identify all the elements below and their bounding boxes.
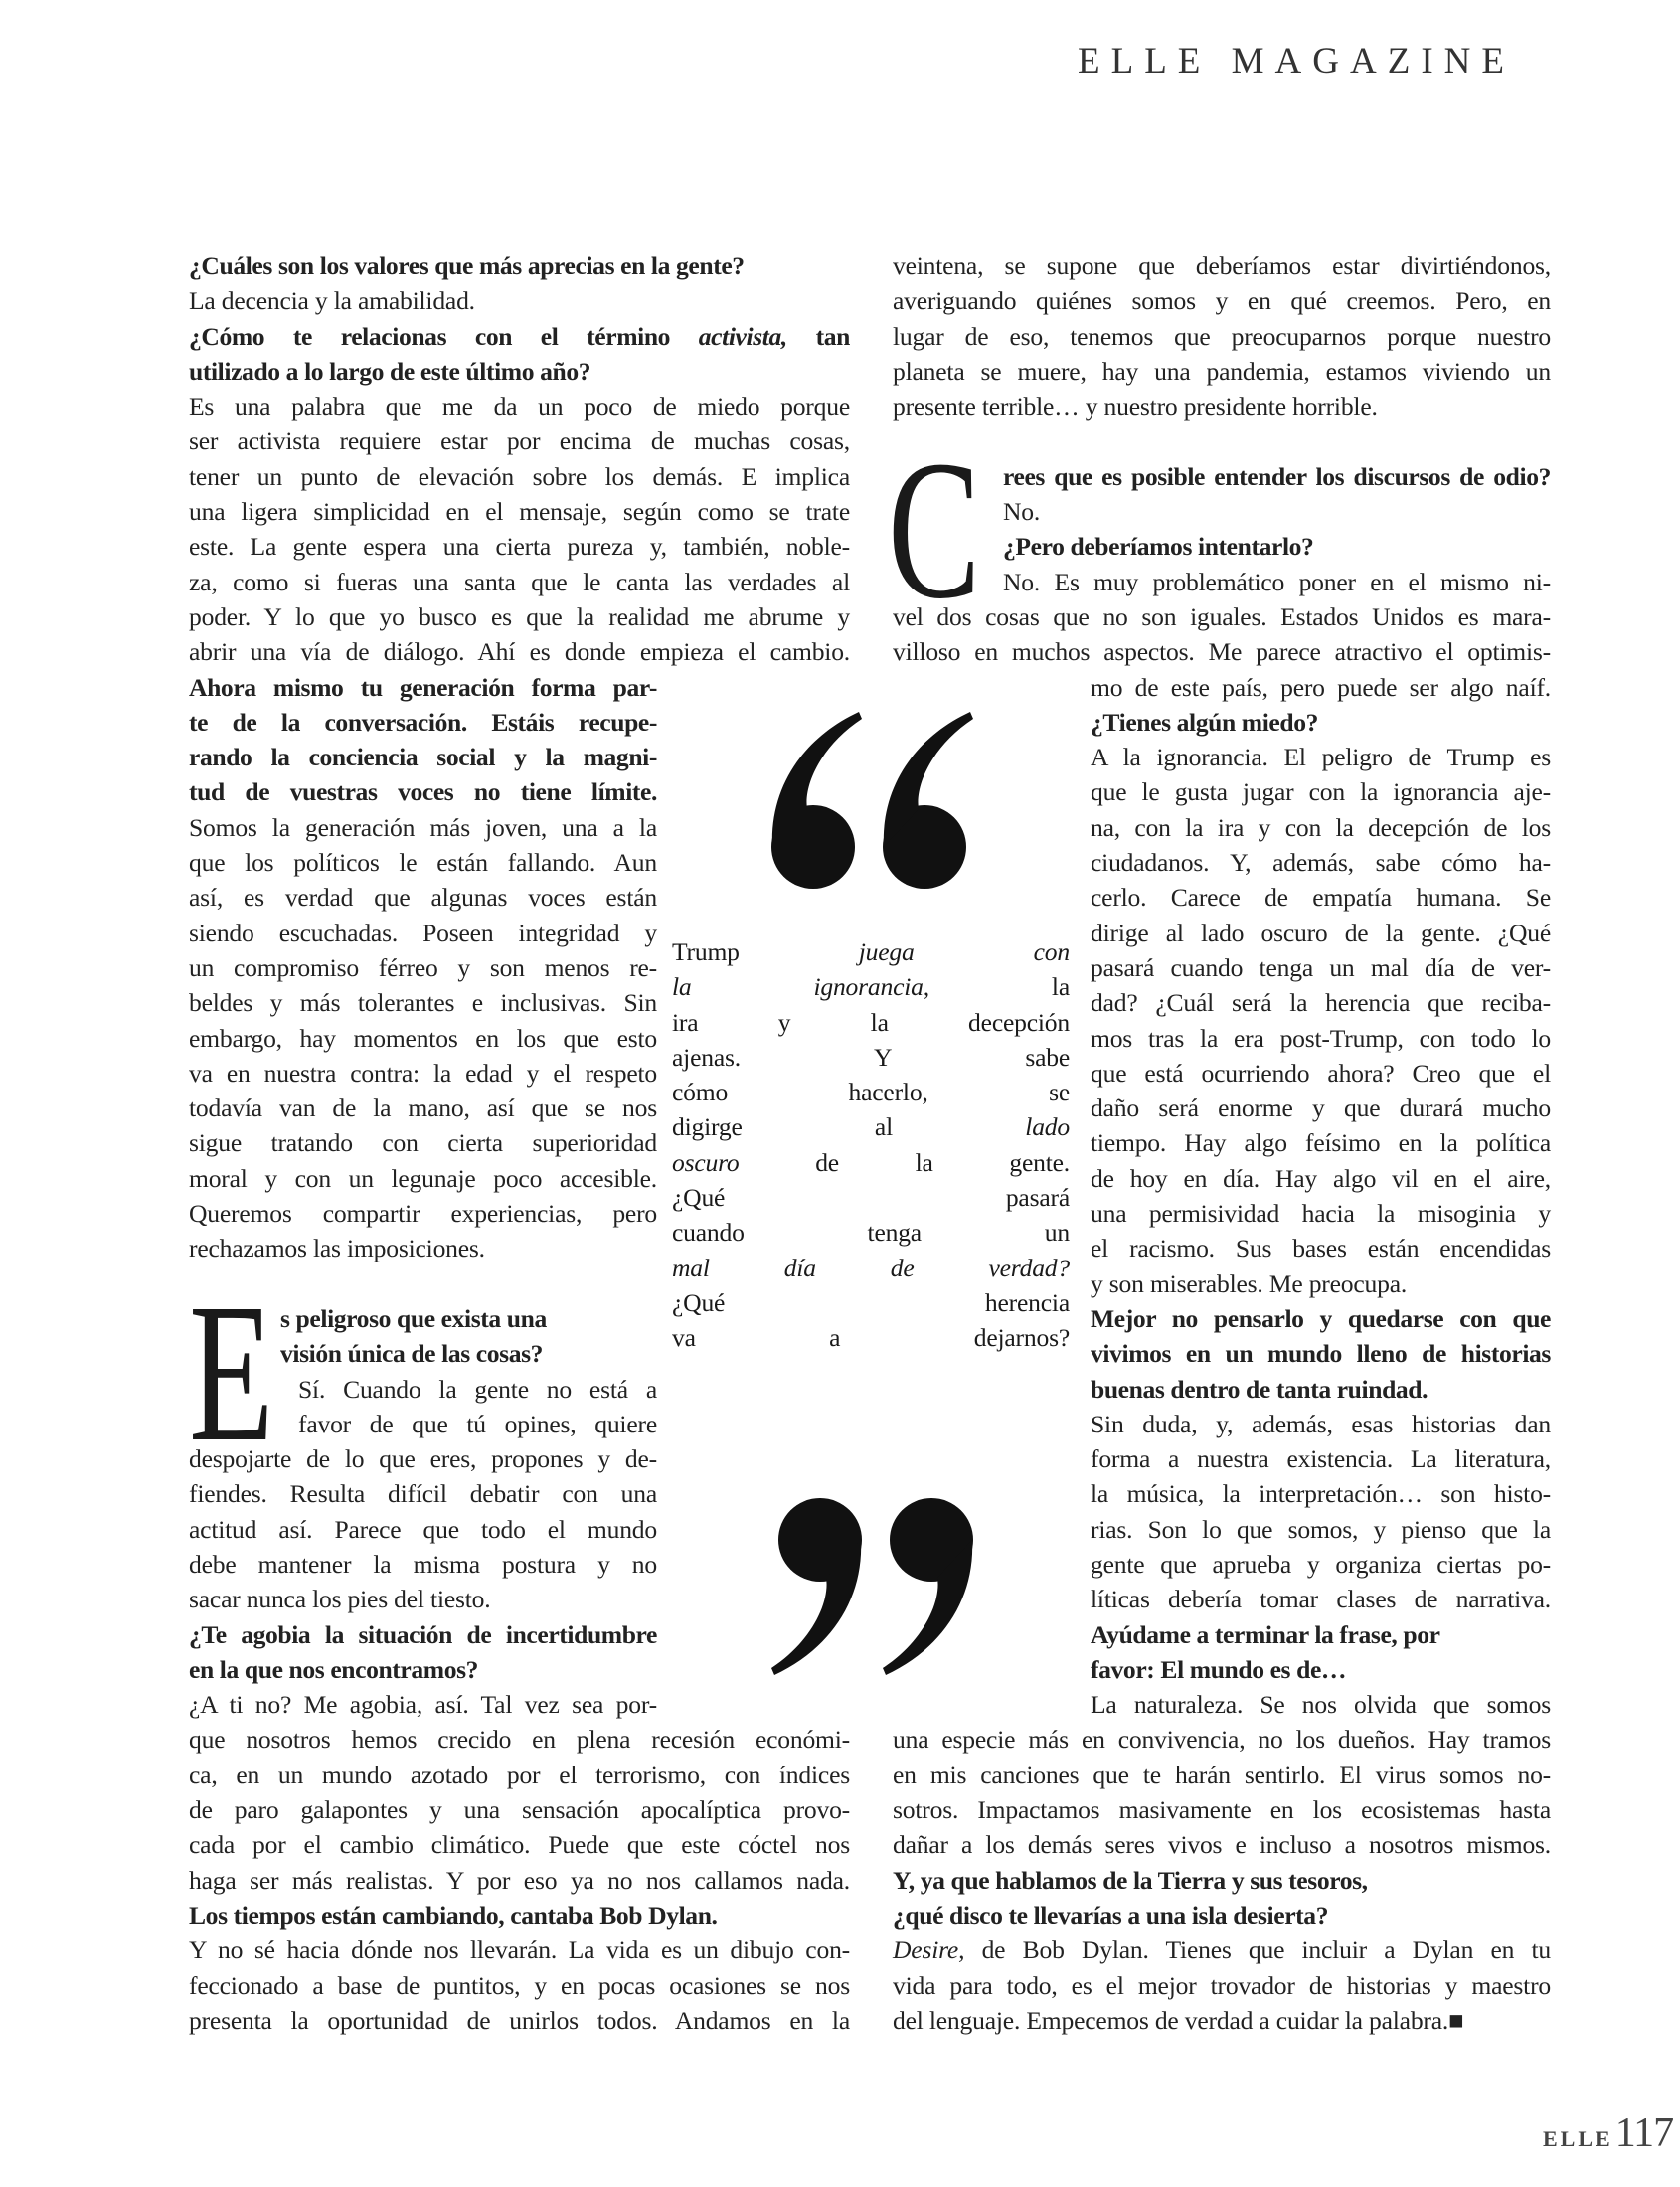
text-line: ¿A ti no? Me agobia, así. Tal vez sea por- <box>189 1690 657 1720</box>
italic-text: la ignorancia, <box>672 972 929 1002</box>
text-line: de paro galapontes y una sensación apocalíptica provo- <box>189 1795 850 1825</box>
text-segment: ajenas. Y sabe <box>672 1042 1070 1072</box>
text-line: ¿Te agobia la situación de incertidumbre <box>189 1619 657 1649</box>
text-line: una permisividad hacia la misoginia y <box>1091 1199 1551 1229</box>
text-line: una ligera simplicidad en el mensaje, según como se trate <box>189 497 850 527</box>
text-segment: la <box>928 972 1070 1002</box>
text-line: Ahora mismo tu generación forma par- <box>189 672 657 702</box>
text-line: que nosotros hemos crecido en plena recesión económi- <box>189 1725 850 1755</box>
pull-quote-line <box>672 1215 1070 1250</box>
pull-quote-line <box>672 1251 1070 1285</box>
text-line: lugar de eso, tenemos que preocuparnos porque nuestro <box>893 321 1551 351</box>
text-line: poder. Y lo que yo busco es que la realidad me abrume y <box>189 601 850 631</box>
text-line: s peligroso que exista una <box>280 1303 547 1333</box>
text-line: mos tras la era post-Trump, con todo lo <box>1091 1023 1551 1053</box>
text-line: y son miserables. Me preocupa. <box>1091 1268 1408 1298</box>
text-line: Los tiempos están cambiando, cantaba Bob Dylan. <box>189 1900 718 1930</box>
text-line: que está ocurriendo ahora? Creo que el <box>1091 1058 1551 1088</box>
text-line: dad? ¿Cuál será la herencia que reciba- <box>1091 988 1551 1018</box>
text-line: dirige al lado oscuro de la gente. ¿Qué <box>1091 918 1551 947</box>
text-line: líticas debería tomar clases de narrativa. <box>1091 1585 1551 1614</box>
text-line: ca, en un mundo azotado por el terrorismo, con índices <box>189 1760 850 1789</box>
text-line: una especie más en convivencia, no los dueños. Hay tramos <box>893 1725 1551 1755</box>
italic-text: mal día de verdad? <box>672 1253 1070 1282</box>
text-line: Sí. Cuando la gente no está a <box>298 1374 657 1404</box>
text-line: este. La gente espera una cierta pureza y, también, noble- <box>189 532 850 562</box>
text-line: Queremos compartir experiencias, pero <box>189 1199 657 1229</box>
text-line: Mejor no pensarlo y quedarse con que <box>1091 1303 1551 1333</box>
text-line: rechazamos las imposiciones. <box>189 1234 485 1263</box>
pull-quote-line <box>672 1320 1070 1355</box>
text-line: debe mantener la misma postura y no <box>189 1549 657 1579</box>
text-line: abrir una vía de diálogo. Ahí es donde empieza el cambio. <box>189 637 850 667</box>
text-line: No. Es muy problemático poner en el mismo ni- <box>1003 567 1551 596</box>
text-line <box>189 319 850 354</box>
text-segment: digirge al <box>672 1112 1026 1142</box>
text-segment: va a dejarnos? <box>672 1323 1070 1353</box>
text-segment: ¿Qué herencia <box>672 1287 1070 1317</box>
text-line: haga ser más realistas. Y por eso ya no nos callamos nada. <box>189 1865 850 1895</box>
text-segment: cuando tenga un <box>672 1218 1070 1248</box>
text-line: La decencia y la amabilidad. <box>189 286 475 316</box>
text-line: sigue tratando con cierta superioridad <box>189 1128 657 1158</box>
text-segment: ¿Qué pasará <box>672 1183 1070 1213</box>
open-quote-icon <box>763 708 977 892</box>
text-line: na, con la ira y con la decepción de los <box>1091 812 1551 842</box>
drop-cap-c: C <box>888 421 981 640</box>
text-segment: Trump <box>672 937 859 966</box>
text-line: ¿Tienes algún miedo? <box>1091 707 1319 737</box>
text-line: mo de este país, pero puede ser algo naíf. <box>1091 672 1551 702</box>
text-line: la música, la interpretación… son histo- <box>1091 1479 1551 1509</box>
text-line: La naturaleza. Se nos olvida que somos <box>1091 1690 1551 1720</box>
page-folio <box>1543 2109 1673 2157</box>
text-line: beldes y más tolerantes e inclusivas. Sin <box>189 988 657 1018</box>
italic-text: activista, <box>698 321 787 351</box>
pull-quote-line <box>672 1285 1070 1320</box>
drop-cap-e: E <box>189 1263 274 1483</box>
text-line: te de la conversación. Estáis recupe- <box>189 707 657 737</box>
text-line: villoso en muchos aspectos. Me parece atractivo el optimis- <box>893 637 1551 667</box>
text-segment: de la gente. <box>739 1147 1070 1177</box>
text-line: forma a nuestra existencia. La literatura, <box>1091 1444 1551 1474</box>
text-line: ¿qué disco te llevarías a una isla desierta? <box>893 1900 1329 1930</box>
pull-quote-line <box>672 1075 1070 1109</box>
text-line: sacar nunca los pies del tiesto. <box>189 1585 491 1614</box>
text-line: daño será enorme y que durará mucho <box>1091 1094 1551 1123</box>
pull-quote-line <box>672 1109 1070 1144</box>
text-line: embargo, hay momentos en los que esto <box>189 1023 657 1053</box>
magazine-masthead: ELLE MAGAZINE <box>1078 41 1515 82</box>
text-line: ciudadanos. Y, además, sabe cómo ha- <box>1091 848 1551 878</box>
text-line: va en nuestra contra: la edad y el respeto <box>189 1058 657 1088</box>
text-line: tener un punto de elevación sobre los demás. E implica <box>189 461 850 491</box>
text-line: presenta la oportunidad de unirlos todos. Andamos en la <box>189 2005 850 2035</box>
text-line: cada por el cambio climático. Puede que este cóctel nos <box>189 1830 850 1860</box>
text-line: za, como si fueras una santa que le canta las verdades al <box>189 567 850 596</box>
text-line: en mis canciones que te harán sentirlo. El virus somos no- <box>893 1760 1551 1789</box>
text-line: así, es verdad que algunas voces están <box>189 883 657 913</box>
pull-quote-line <box>672 1040 1070 1075</box>
text-line: vida para todo, es el mejor trovador de historias y maestro <box>893 1970 1551 2000</box>
italic-text: Desire, <box>893 1935 965 1965</box>
text-line: Sin duda, y, además, esas historias dan <box>1091 1409 1551 1438</box>
text-line: que le gusta jugar con la ignorancia aje- <box>1091 777 1551 807</box>
text-line <box>893 1933 1551 1967</box>
text-line: veintena, se supone que deberíamos estar divirtiéndonos, <box>893 252 1551 280</box>
text-line: rias. Son lo que somos, y pienso que la <box>1091 1514 1551 1544</box>
text-line: rees que es posible entender los discursos de odio? <box>1003 461 1551 491</box>
text-line: el racismo. Sus bases están encendidas <box>1091 1234 1551 1263</box>
text-line: Y no sé hacia dónde nos llevarán. La vida es un dibujo con- <box>189 1935 850 1965</box>
text-line: del lenguaje. Empecemos de verdad a cuidar la palabra.■ <box>893 2005 1464 2035</box>
folio-brand: ELLE <box>1543 2126 1613 2151</box>
italic-text: juega con <box>858 937 1070 966</box>
text-line: ser activista requiere estar por encima de muchas cosas, <box>189 426 850 456</box>
italic-text: oscuro <box>672 1147 740 1177</box>
text-segment: de Bob Dylan. Tienes que incluir a Dylan en tu <box>964 1935 1551 1965</box>
pull-quote <box>672 934 1070 1356</box>
text-line: sotros. Impactamos masivamente en los ecosistemas hasta <box>893 1795 1551 1825</box>
text-line: averiguando quiénes somos y en qué creemos. Pero, en <box>893 286 1551 316</box>
pull-quote-line <box>672 1145 1070 1180</box>
text-line: Somos la generación más joven, una a la <box>189 812 657 842</box>
text-line: utilizado a lo largo de este último año? <box>189 356 591 386</box>
pull-quote-line <box>672 969 1070 1004</box>
text-line: ¿Pero deberíamos intentarlo? <box>1003 532 1314 562</box>
italic-text: lado <box>1025 1112 1070 1142</box>
text-line: un compromiso férreo y son menos re- <box>189 952 657 982</box>
text-line: visión única de las cosas? <box>280 1339 544 1369</box>
text-line: cerlo. Carece de empatía humana. Se <box>1091 883 1551 913</box>
text-line: Ayúdame a terminar la frase, por <box>1091 1619 1440 1649</box>
text-segment: ira y la decepción <box>672 1007 1070 1037</box>
text-line: favor: El mundo es de… <box>1091 1654 1347 1684</box>
text-line: pasará cuando tenga un mal día de ver- <box>1091 952 1551 982</box>
text-line: favor de que tú opines, quiere <box>298 1409 657 1438</box>
text-segment: ¿Cómo te relacionas con el término <box>189 321 699 351</box>
pull-quote-line <box>672 1005 1070 1040</box>
text-segment: tan <box>786 321 850 351</box>
text-segment: cómo hacerlo, se <box>672 1078 1070 1107</box>
text-line: Es una palabra que me da un poco de miedo porque <box>189 392 850 421</box>
text-line: presente terrible… y nuestro presidente horrible. <box>893 392 1378 421</box>
text-line: fiendes. Resulta difícil debatir con una <box>189 1479 657 1509</box>
text-line: rando la conciencia social y la magni- <box>189 743 657 772</box>
text-line: tiempo. Hay algo feísimo en la política <box>1091 1128 1551 1158</box>
text-line: vivimos en un mundo lleno de historias <box>1091 1339 1551 1369</box>
text-line: feccionado a base de puntitos, y en pocas ocasiones se nos <box>189 1970 850 2000</box>
text-line: planeta se muere, hay una pandemia, estamos viviendo un <box>893 356 1551 386</box>
page-number: 117 <box>1614 2110 1674 2156</box>
text-line: todavía van de la mano, así que se nos <box>189 1094 657 1123</box>
text-line: en la que nos encontramos? <box>189 1654 479 1684</box>
text-line: A la ignorancia. El peligro de Trump es <box>1091 743 1551 772</box>
close-quote-icon <box>768 1496 982 1680</box>
text-line: actitud así. Parece que todo el mundo <box>189 1514 657 1544</box>
text-line: siendo escuchadas. Poseen integridad y <box>189 918 657 947</box>
text-line: despojarte de lo que eres, propones y de- <box>189 1444 657 1474</box>
text-line: No. <box>1003 497 1041 527</box>
pull-quote-line <box>672 934 1070 969</box>
text-line: tud de vuestras voces no tiene límite. <box>189 777 657 807</box>
text-line: de hoy en día. Hay algo vil en el aire, <box>1091 1163 1551 1193</box>
text-line: buenas dentro de tanta ruindad. <box>1091 1374 1428 1404</box>
text-line: Y, ya que hablamos de la Tierra y sus tesoros, <box>893 1865 1368 1895</box>
text-line: que los políticos le están fallando. Aun <box>189 848 657 878</box>
text-line: dañar a los demás seres vivos e incluso a nosotros mismos. <box>893 1830 1551 1860</box>
text-line: moral y con un legunaje poco accesible. <box>189 1163 657 1193</box>
text-line: vel dos cosas que no son iguales. Estados Unidos es mara- <box>893 601 1551 631</box>
pull-quote-line <box>672 1180 1070 1215</box>
text-line: gente que aprueba y organiza ciertas po- <box>1091 1549 1551 1579</box>
text-line: ¿Cuáles son los valores que más aprecias en la gente? <box>189 252 745 280</box>
